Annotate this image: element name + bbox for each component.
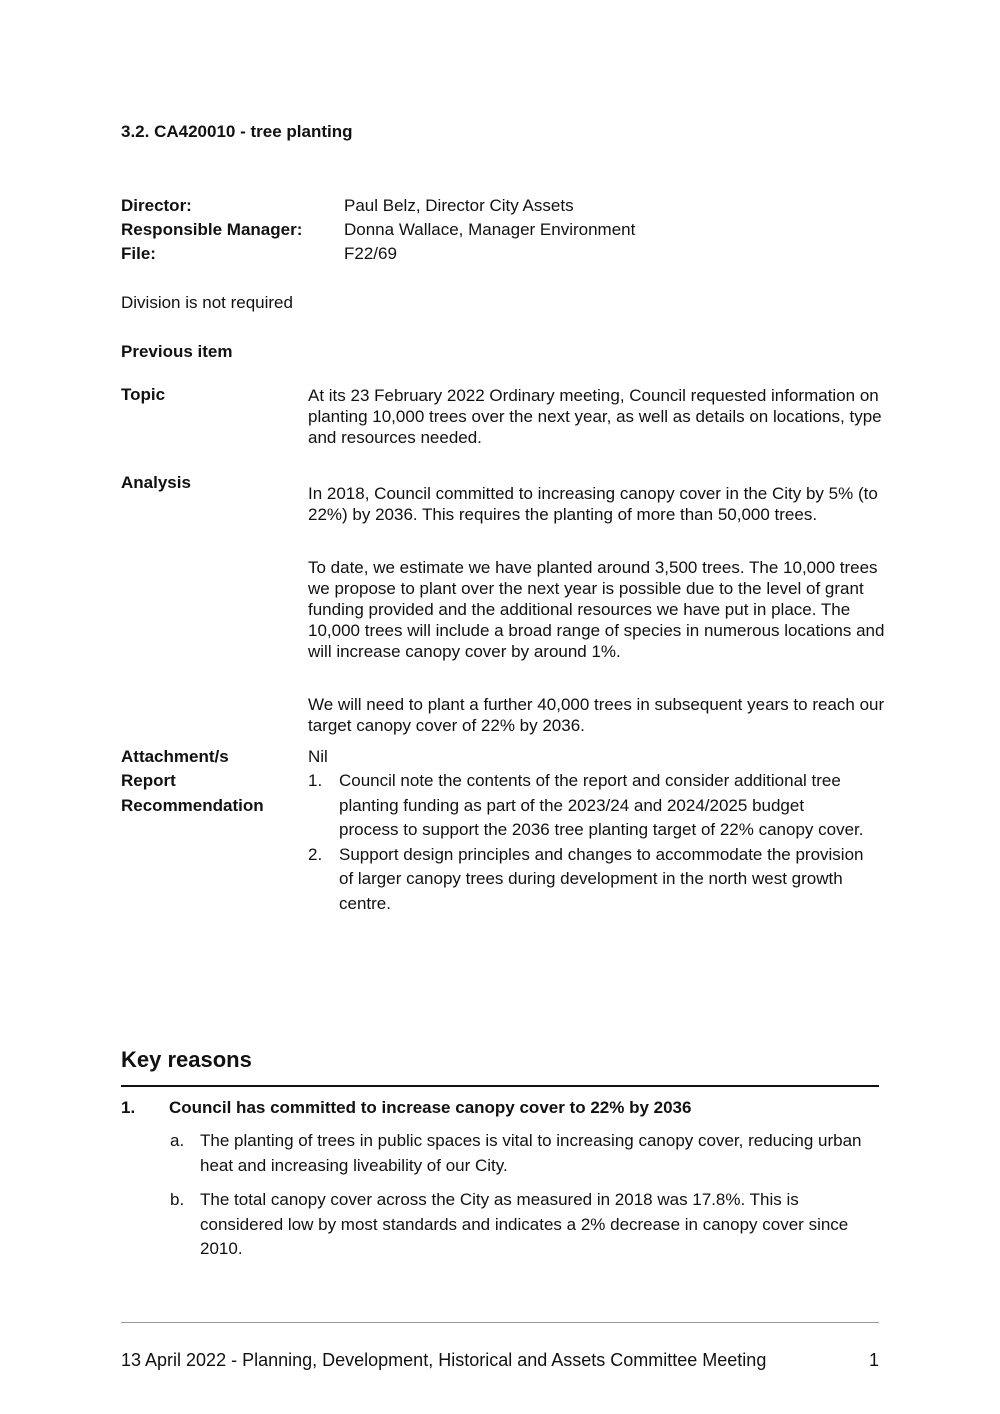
recommendation-number: 1.	[308, 771, 323, 790]
subitem-text: The total canopy cover across the City as measured in 2018 was 17.8%. This is considered low by most standards and indicates a 2% decrease in canopy cover since 2010.	[200, 1190, 849, 1258]
recommendation-item	[308, 843, 868, 917]
previous-item-label: Previous item	[121, 342, 233, 361]
key-reason-subitem	[170, 1129, 870, 1178]
topic-label: Topic	[121, 385, 166, 404]
key-reason-number: 1.	[121, 1098, 136, 1117]
file-value: F22/69	[344, 244, 397, 263]
recommendation-list	[308, 769, 868, 916]
subitem-text: The planting of trees in public spaces is vital to increasing canopy cover, reducing urban heat and increasing liveability of our City.	[200, 1131, 862, 1175]
footer-text: 13 April 2022 - Planning, Development, Historical and Assets Committee Meeting	[121, 1350, 767, 1370]
subitem-letter: b.	[170, 1190, 185, 1209]
manager-label: Responsible Manager:	[121, 220, 303, 239]
subitem-letter: a.	[170, 1131, 185, 1150]
item-title: 3.2. CA420010 - tree planting	[121, 122, 353, 141]
analysis-label: Analysis	[121, 473, 191, 492]
director-value: Paul Belz, Director City Assets	[344, 196, 574, 215]
analysis-paragraph: To date, we estimate we have planted around 3,500 trees. The 10,000 trees we propose to plant over the next year is possible due to the level of grant funding provided and the additional resources we have put in place. The 10,000 trees will include a broad range of species in numerous locations and will increase canopy cover by around 1%.	[308, 558, 885, 661]
division-note: Division is not required	[121, 293, 293, 312]
page-number: 1	[868, 1350, 879, 1370]
file-label: File:	[121, 244, 156, 263]
analysis-paragraph: We will need to plant a further 40,000 trees in subsequent years to reach our target canopy cover of 22% by 2036.	[308, 695, 885, 735]
key-reason-text: Council has committed to increase canopy cover to 22% by 2036	[169, 1098, 692, 1117]
recommendation-label-line1: Report	[121, 771, 176, 790]
page-footer	[121, 1350, 879, 1371]
recommendation-text: Support design principles and changes to accommodate the provision of larger canopy trees during development in the north west growth centre.	[339, 844, 864, 913]
analysis-paragraph: In 2018, Council committed to increasing canopy cover in the City by 5% (to 22%) by 2036. This requires the planting of more than 50,000 trees.	[308, 484, 878, 524]
recommendation-label-line2: Recommendation	[121, 796, 264, 815]
recommendation-item	[308, 769, 868, 843]
recommendation-text: Council note the contents of the report and consider additional tree planting funding as part of the 2023/24 and 2024/2025 budget process to support the 2036 tree planting target of 22% canopy cover.	[339, 771, 864, 839]
manager-value: Donna Wallace, Manager Environment	[344, 220, 636, 239]
director-label: Director:	[121, 196, 192, 215]
topic-text: At its 23 February 2022 Ordinary meeting, Council requested information on planting 10,000 trees over the next year, as well as details on locations, type and resources needed.	[308, 386, 882, 447]
attachments-label: Attachment/s	[121, 747, 229, 766]
key-reason-subitem	[170, 1188, 870, 1262]
key-reasons-heading: Key reasons	[121, 1047, 252, 1072]
footer-divider	[121, 1322, 879, 1323]
key-reasons-divider	[121, 1085, 879, 1087]
attachments-value: Nil	[308, 747, 328, 766]
recommendation-number: 2.	[308, 844, 323, 864]
